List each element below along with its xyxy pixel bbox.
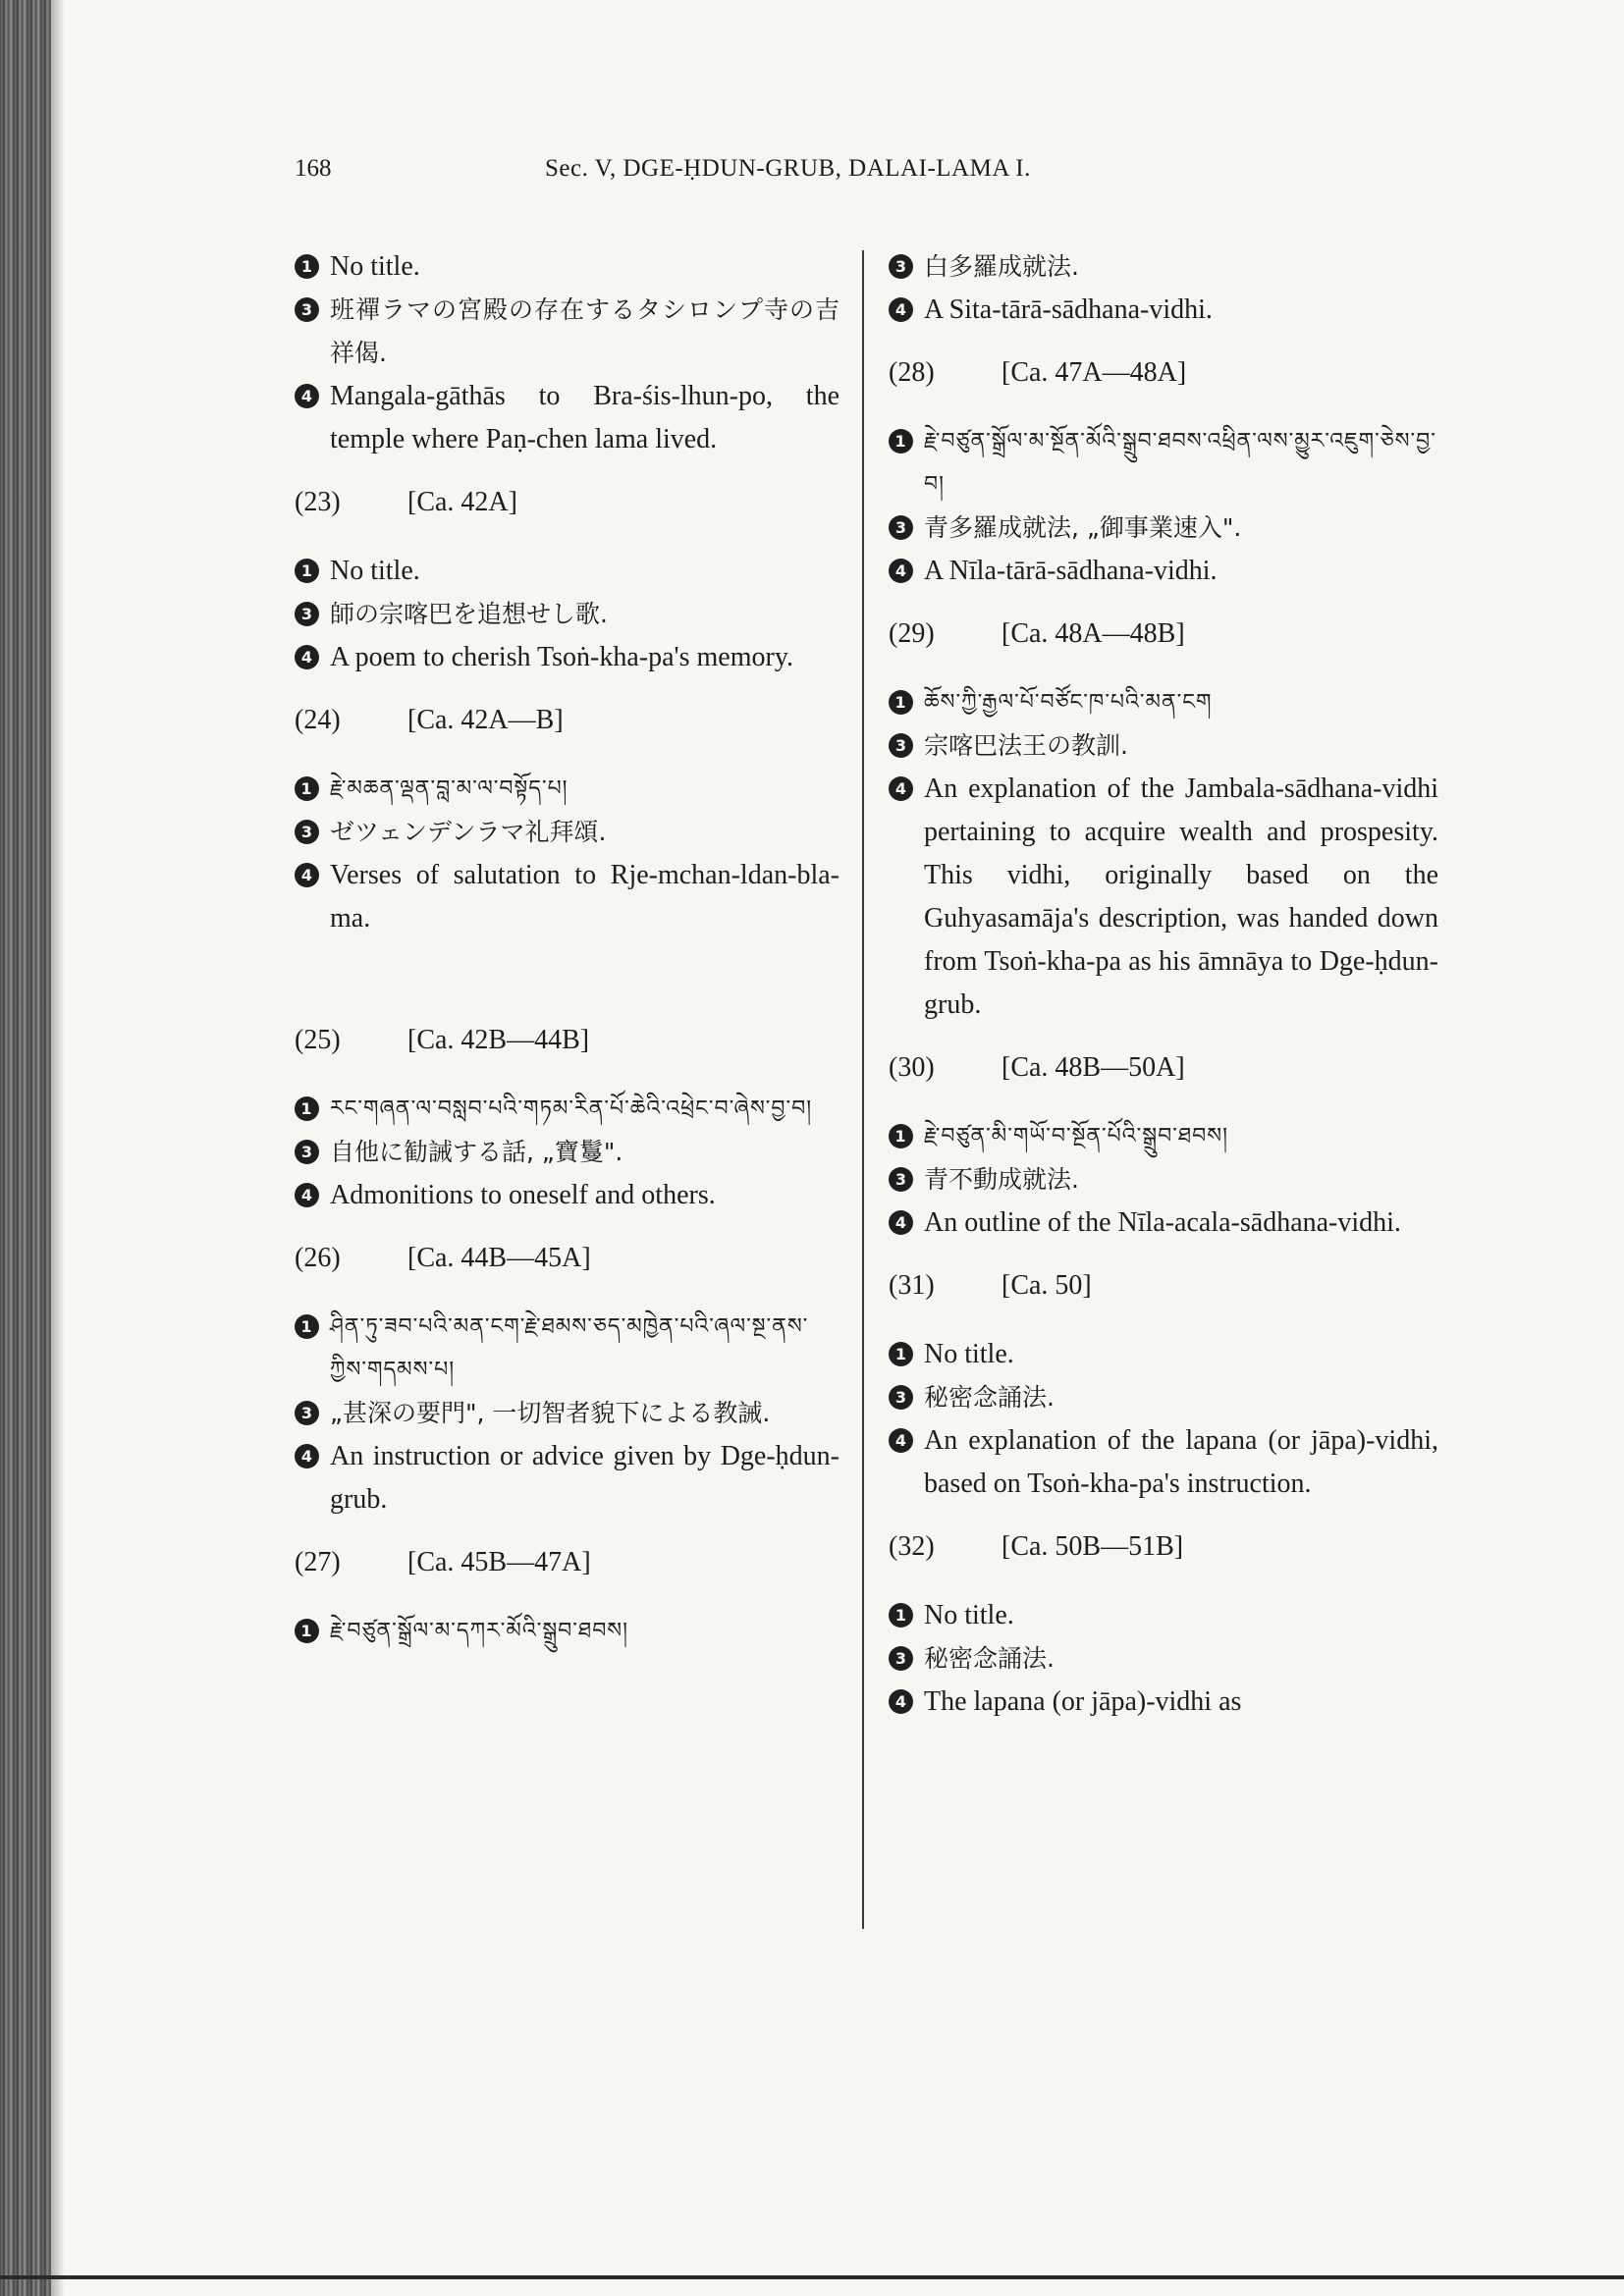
japanese-text: „甚深の要門", 一切智者貌下による教誡. — [330, 1399, 771, 1427]
marker-four-icon: 4 — [889, 776, 913, 801]
marker-one-icon: 1 — [889, 1124, 913, 1148]
japanese-text: 白多羅成就法. — [924, 252, 1079, 281]
marker-four-icon: 4 — [295, 863, 319, 887]
japanese-text: ゼツェンデンラマ礼拜頌. — [330, 818, 607, 846]
entry-number: (25) — [295, 1025, 341, 1055]
english-title-line — [295, 1174, 839, 1217]
english-text: A Nīla-tārā-sādhana-vidhi. — [924, 556, 1218, 586]
english-text: Verses of salutation to Rje-mchan-ldan-bla-ma. — [330, 860, 839, 934]
spine-fade — [51, 0, 65, 2296]
scan-bottom-edge — [0, 2275, 1624, 2279]
page-number: 168 — [295, 155, 332, 182]
tibetan-text: རྗེ་བཙུན་སྒྲོལ་མ་དཀར་མོའི་སྒྲུབ་ཐབས། — [330, 1619, 629, 1643]
entry-27 — [295, 1547, 839, 1653]
marker-one-icon: 1 — [295, 776, 319, 801]
entry-heading — [889, 1270, 1438, 1304]
japanese-text: 青不動成就法. — [924, 1165, 1079, 1194]
entry-26 — [295, 1243, 839, 1522]
tibetan-title-line — [295, 1306, 839, 1392]
folio-reference: [Ca. 45B—47A] — [407, 1547, 591, 1577]
entry-30 — [889, 1052, 1438, 1245]
title-text: No title. — [330, 556, 420, 586]
entry-32 — [889, 1531, 1438, 1724]
folio-reference: [Ca. 42A—B] — [407, 705, 564, 735]
entry-22-continued — [295, 245, 839, 461]
right-column — [889, 245, 1438, 1749]
entry-heading — [295, 1243, 839, 1276]
marker-three-icon: 3 — [889, 515, 913, 540]
japanese-title-line — [889, 724, 1438, 768]
marker-three-icon: 3 — [295, 602, 319, 626]
english-text: A poem to cherish Tsoṅ-kha-pa's memory. — [330, 642, 793, 672]
marker-one-icon: 1 — [295, 559, 319, 583]
english-title-line — [889, 1201, 1438, 1245]
marker-one-icon: 1 — [889, 429, 913, 454]
tibetan-title-line — [295, 1088, 839, 1131]
tibetan-text: རྗེ་བཙུན་མི་གཡོ་བ་སྔོན་པོའི་སྒྲུབ་ཐབས། — [924, 1124, 1228, 1148]
english-title-line — [295, 636, 839, 679]
marker-three-icon: 3 — [889, 1646, 913, 1671]
japanese-title-line — [889, 1376, 1438, 1419]
english-title-line — [889, 550, 1438, 593]
japanese-text: 自他に勧誡する話, „寶鬘". — [330, 1138, 623, 1166]
entry-heading — [889, 1531, 1438, 1565]
folio-reference: [Ca. 42A] — [407, 487, 517, 517]
japanese-text: 秘密念誦法. — [924, 1383, 1055, 1412]
japanese-title-line — [295, 1131, 839, 1174]
entry-number: (24) — [295, 705, 341, 735]
japanese-text: 師の宗喀巴を追想せし歌. — [330, 600, 608, 628]
entry-27-continued — [889, 245, 1438, 332]
entry-number: (32) — [889, 1531, 935, 1562]
english-title-line — [295, 854, 839, 940]
english-title-line — [889, 768, 1438, 1027]
marker-one-icon: 1 — [889, 690, 913, 715]
entry-number: (27) — [295, 1547, 341, 1577]
book-spine-shadow — [0, 0, 51, 2296]
page-header — [295, 155, 1375, 194]
entry-heading — [889, 357, 1438, 391]
entry-number: (28) — [889, 357, 935, 388]
tibetan-title-line — [889, 1333, 1438, 1376]
japanese-title-line — [295, 289, 839, 375]
entry-number: (31) — [889, 1270, 935, 1301]
english-title-line — [889, 1681, 1438, 1724]
tibetan-title-line — [889, 1115, 1438, 1158]
tibetan-text: ཆོས་ཀྱི་རྒྱལ་པོ་བཙོང་ཁ་པའི་མན་ངག — [924, 690, 1213, 715]
japanese-title-line — [889, 1158, 1438, 1201]
tibetan-title-line — [295, 245, 839, 289]
marker-four-icon: 4 — [889, 559, 913, 583]
entry-28 — [889, 357, 1438, 593]
folio-reference: [Ca. 48A—48B] — [1001, 618, 1185, 649]
japanese-text: 青多羅成就法, „御事業速入". — [924, 513, 1242, 542]
folio-reference: [Ca. 50] — [1001, 1270, 1092, 1301]
marker-one-icon: 1 — [295, 1096, 319, 1121]
english-text: The lapana (or jāpa)-vidhi as — [924, 1686, 1242, 1717]
marker-three-icon: 3 — [295, 820, 319, 844]
marker-three-icon: 3 — [295, 297, 319, 322]
marker-four-icon: 4 — [295, 1183, 319, 1207]
japanese-title-line — [889, 507, 1438, 550]
title-text: No title. — [924, 1339, 1014, 1369]
running-head: Sec. V, DGE-ḤDUN-GRUB, DALAI-LAMA I. — [545, 155, 1031, 182]
tibetan-title-line — [295, 768, 839, 811]
tibetan-title-line — [295, 550, 839, 593]
column-divider — [862, 250, 864, 1929]
marker-one-icon: 1 — [889, 1342, 913, 1366]
title-text: No title. — [330, 251, 420, 282]
entry-29 — [889, 618, 1438, 1027]
tibetan-title-line — [295, 1610, 839, 1653]
marker-three-icon: 3 — [295, 1401, 319, 1425]
entry-31 — [889, 1270, 1438, 1506]
marker-three-icon: 3 — [889, 733, 913, 758]
entry-heading — [295, 487, 839, 520]
japanese-title-line — [889, 245, 1438, 289]
marker-four-icon: 4 — [889, 297, 913, 322]
english-text: An explanation of the lapana (or jāpa)-vidhi, based on Tsoṅ-kha-pa's instruction. — [924, 1425, 1438, 1499]
entry-number: (26) — [295, 1243, 341, 1273]
marker-three-icon: 3 — [295, 1140, 319, 1164]
entry-25 — [295, 1025, 839, 1217]
entry-heading — [889, 1052, 1438, 1086]
marker-four-icon: 4 — [889, 1689, 913, 1714]
left-column — [295, 245, 839, 1679]
english-title-line — [889, 1419, 1438, 1506]
tibetan-text: ཤིན་ཏུ་ཟབ་པའི་མན་ངག་རྗེ་ཐམས་ཅད་མཁྱེན་པའི་ཞལ་སྔ་ནས་ཀྱིས་གདམས་པ། — [330, 1314, 809, 1382]
tibetan-title-line — [889, 420, 1438, 507]
tibetan-text: རྗེ་བཙུན་སྒྲོལ་མ་སྔོན་མོའི་སྒྲུབ་ཐབས་འཕྲིན་ལས་མྱུར་འཇུག་ཅེས་བྱ་བ། — [924, 429, 1436, 497]
entry-number: (30) — [889, 1052, 935, 1083]
japanese-title-line — [295, 811, 839, 854]
marker-four-icon: 4 — [889, 1428, 913, 1453]
folio-reference: [Ca. 48B—50A] — [1001, 1052, 1185, 1083]
marker-four-icon: 4 — [889, 1210, 913, 1235]
tibetan-text: རྗེ་མཆན་ལྡན་བླ་མ་ལ་བསྟོད་པ། — [330, 776, 568, 801]
entry-23 — [295, 487, 839, 679]
folio-reference: [Ca. 44B—45A] — [407, 1243, 591, 1273]
entry-heading — [889, 618, 1438, 652]
japanese-title-line — [295, 593, 839, 636]
marker-four-icon: 4 — [295, 645, 319, 669]
english-title-line — [295, 375, 839, 461]
tibetan-title-line — [889, 1594, 1438, 1637]
marker-one-icon: 1 — [295, 254, 319, 279]
entry-heading — [295, 1547, 839, 1580]
entry-number: (23) — [295, 487, 341, 517]
marker-one-icon: 1 — [295, 1619, 319, 1643]
entry-number: (29) — [889, 618, 935, 649]
entry-heading — [295, 705, 839, 738]
english-text: A Sita-tārā-sādhana-vidhi. — [924, 294, 1213, 325]
english-title-line — [889, 289, 1438, 332]
tibetan-title-line — [889, 681, 1438, 724]
marker-four-icon: 4 — [295, 1444, 319, 1468]
marker-three-icon: 3 — [889, 1167, 913, 1192]
japanese-text: 宗喀巴法王の教訓. — [924, 731, 1128, 760]
entry-24 — [295, 705, 839, 940]
folio-reference: [Ca. 42B—44B] — [407, 1025, 590, 1055]
japanese-text: 秘密念誦法. — [924, 1644, 1055, 1673]
marker-three-icon: 3 — [889, 1385, 913, 1410]
japanese-title-line — [295, 1392, 839, 1435]
english-text: An outline of the Nīla-acala-sādhana-vidhi. — [924, 1207, 1401, 1238]
english-text: An instruction or advice given by Dge-ḥdun-grub. — [330, 1441, 839, 1515]
entry-heading — [295, 1025, 839, 1058]
english-text: An explanation of the Jambala-sādhana-vidhi pertaining to acquire wealth and prospesity. This vidhi, originally based on the Guhyasamāja's description, was handed down from Tsoṅ-kha-pa as his āmnāya to Dge-ḥdun-grub. — [924, 774, 1438, 1020]
marker-three-icon: 3 — [889, 254, 913, 279]
english-title-line — [295, 1435, 839, 1522]
marker-one-icon: 1 — [889, 1603, 913, 1628]
title-text: No title. — [924, 1600, 1014, 1630]
japanese-text: 班禪ラマの宮殿の存在するタシロンプ寺の吉祥偈. — [330, 295, 839, 367]
japanese-title-line — [889, 1637, 1438, 1681]
english-text: Mangala-gāthās to Bra-śis-lhun-po, the temple where Paṇ-chen lama lived. — [330, 381, 839, 454]
marker-one-icon: 1 — [295, 1314, 319, 1339]
english-text: Admonitions to oneself and others. — [330, 1180, 716, 1210]
marker-four-icon: 4 — [295, 384, 319, 408]
folio-reference: [Ca. 47A—48A] — [1001, 357, 1187, 388]
folio-reference: [Ca. 50B—51B] — [1001, 1531, 1184, 1562]
tibetan-text: རང་གཞན་ལ་བསླབ་པའི་གཏམ་རིན་པོ་ཆེའི་འཕྲེང་བ་ཞེས་བྱ་བ། — [330, 1096, 813, 1121]
